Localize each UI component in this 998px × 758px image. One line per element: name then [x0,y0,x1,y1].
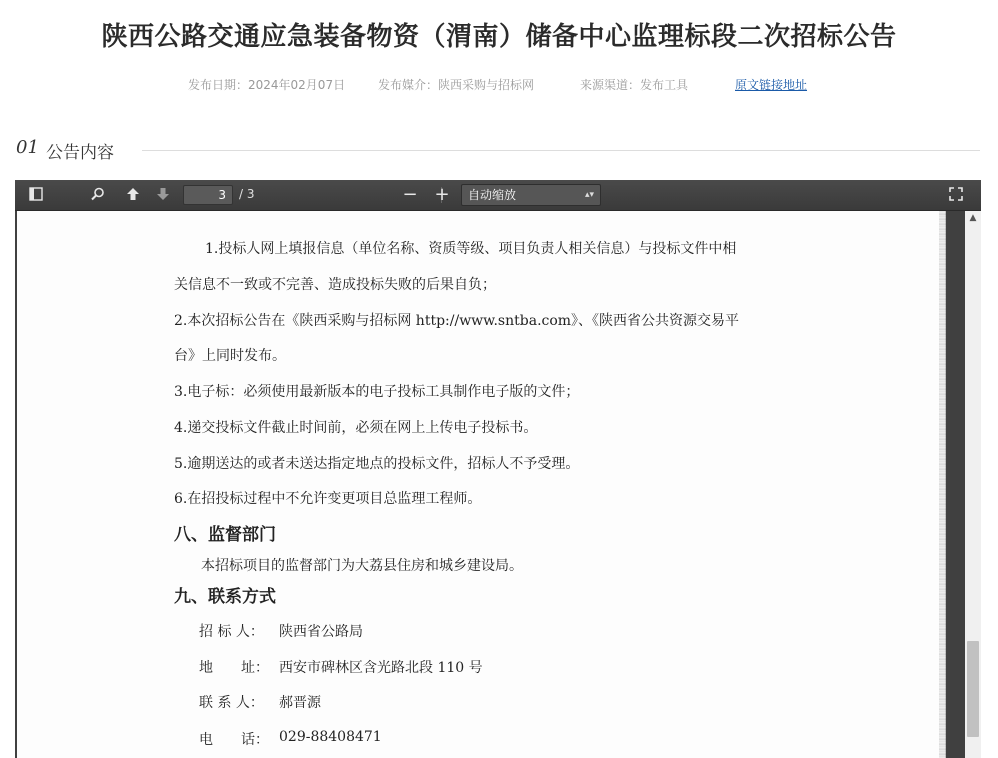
doc-line: 5.逾期送达的或者未送达指定地点的投标文件，招标人不予受理。 [174,456,580,472]
doc-line: 1.投标人网上填报信息（单位名称、资质等级、项目负责人相关信息）与投标文件中相 [205,241,737,257]
publish-media: 发布媒介：陕西采购与招标网 [378,78,535,92]
supervision-heading: 八、监督部门 [174,525,276,545]
publish-date: 发布日期：2024年02月07日 [188,78,346,92]
source-channel: 来源渠道：发布工具 [580,78,689,92]
original-link[interactable]: 原文链接地址 [735,78,808,92]
arrow-up-icon[interactable] [122,184,144,206]
section-number: 01 [16,137,39,158]
page-number-input[interactable]: 3 [183,185,233,205]
pdf-toolbar [15,180,981,211]
contact-value: 西安市碑林区含光路北段 110 号 [279,660,483,676]
page-total: / 3 [239,187,255,201]
contact-label: 联 系 人： [199,695,264,711]
section-divider [142,150,980,151]
meta-row [0,76,998,92]
contact-value: 陕西省公路局 [279,624,363,640]
fullscreen-icon[interactable] [945,184,967,206]
section-title: 公告内容 [46,143,114,163]
zoom-out-button[interactable]: − [402,184,418,205]
arrow-down-icon[interactable] [152,184,174,206]
scroll-thumb[interactable] [967,641,979,737]
contact-label: 招 标 人： [199,624,264,640]
scroll-up-icon[interactable]: ▲ [969,213,977,223]
chevron-updown-icon: ▴▾ [584,190,594,200]
page-scan-edge [939,211,946,758]
vertical-scrollbar[interactable] [965,211,981,758]
pdf-viewer [15,180,981,758]
contact-label: 电 话： [199,732,269,748]
doc-line: 关信息不一致或不完善、造成投标失败的后果自负； [174,277,496,293]
doc-line: 4.递交投标文件截止时间前，必须在网上上传电子投标书。 [174,420,538,436]
search-icon[interactable] [87,184,109,206]
doc-line: 3.电子标：必须使用最新版本的电子投标工具制作电子版的文件； [174,384,580,400]
supervision-text: 本招标项目的监督部门为大荔县住房和城乡建设局。 [201,558,523,574]
document-area [15,211,965,758]
doc-line: 6.在招投标过程中不允许变更项目总监理工程师。 [174,491,482,507]
contact-value: 郝晋源 [279,695,321,711]
sidebar-toggle-icon[interactable] [25,184,47,206]
document-page [17,211,945,758]
page-title: 陕西公路交通应急装备物资（渭南）储备中心监理标段二次招标公告 [101,22,897,52]
zoom-in-button[interactable]: + [434,184,450,205]
zoom-select[interactable] [461,184,601,206]
zoom-select-value: 自动缩放 [468,188,517,202]
contact-label: 地 址： [199,660,269,676]
contact-value: 029-88408471 [279,729,382,745]
doc-line: 2.本次招标公告在《陕西采购与招标网 http://www.sntba.com》、《陕西省公共资源交易平 [174,313,740,329]
contact-heading: 九、联系方式 [174,587,276,607]
doc-line: 台》上同时发布。 [174,348,286,364]
